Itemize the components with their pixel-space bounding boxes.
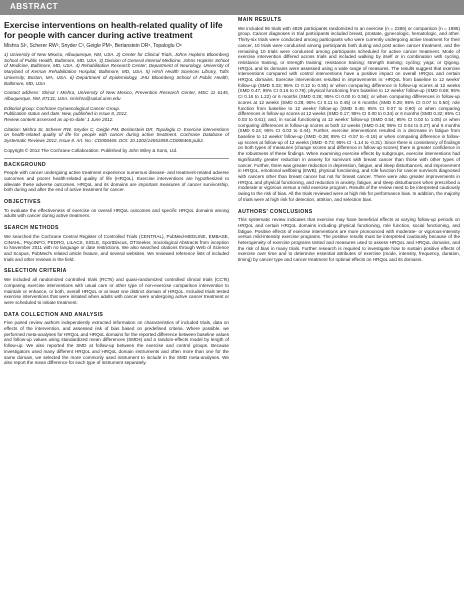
background-heading: BACKGROUND (4, 161, 47, 168)
abstract-header-bar (0, 0, 464, 15)
editorial-info (4, 106, 229, 123)
author-list: Mishra SI¹, Scherer RW², Snyder C³, Geigle PM⁴, Berlanstein DR⁵, Topaloglu O⁶ (4, 43, 182, 49)
search-methods-text: We searched the Cochrane Central Register of Controlled Trials (CENTRAL), PubMed-MEDLINE, EMBASE, CINAHL, PsycINFO, PEDRO, LILACS, SIGLE, SportDiscus, OTSeeker, Sociological Abstracts from inception to November 2011 with no language or date restrictions. We also searched citations through Web of Science and Scopus, PubMed's related article feature, and several websites. We reviewed reference lists of included trials and other reviews in the field. (4, 233, 229, 262)
selection-criteria-text: We included all randomized controlled trials (RCTs) and quasi-randomized controlled clinical trials (CCTs) comparing exercise interventions with usual care or other type of non-exercise comparison intervention to maintain or enhance, or both, overall HRQoL or at least one distinct domain of HRQoL. Included trials tested exercise interventions that were initiated when adults with cancer were undergoing active cancer treatment or were scheduled to initiate treatment. (4, 277, 229, 305)
citation: Citation: Mishra SI, Scherer RW, Snyder C, Geigle PM, Berlanstein DR, Topaloglu O. Exercise interventions on health-related quality of life for people with cancer during active treatment. Cochrane Database of Systematic Reviews 2012, Issue 8. Art. No.: CD008465. DOI: 10.1002/14651858.CD008465.pub2. (4, 126, 229, 144)
contact-address: Contact address: Shiraz I Mishra, University of New Mexico, Prevention Research Center, MSC 11 6145, Albuquerque, NM, 87131, USA. smishra@salud.unm.edu (4, 90, 229, 101)
abstract-label: ABSTRACT (10, 2, 58, 11)
editorial-group: Editorial group: Cochrane Gynaecological Cancer Group. (4, 105, 121, 111)
authors-conclusions-heading: AUTHORS' CONCLUSIONS (238, 208, 313, 215)
search-methods-heading: SEARCH METHODS (4, 225, 59, 232)
publication-status: Publication status and date: New, published in Issue 8, 2012. (4, 111, 128, 117)
background-text: People with cancer undergoing active treatment experience numerous disease- and treatment-related adverse outcomes and poorer health-related quality of life (HRQoL). Exercise interventions are hypothesized to alleviate these adverse outcomes. HRQoL and its domains are important measures of cancer survivorship, both during and after the end of active treatment for cancer. (4, 170, 229, 193)
copyright: Copyright © 2012 The Cochrane Collaboration. Published by John Wiley & Sons, Ltd. (4, 147, 178, 153)
right-column (238, 18, 460, 267)
review-assessed: Review content assessed as up-to-date: 1 June 2012. (4, 117, 114, 123)
objectives-heading: OBJECTIVES (4, 199, 41, 206)
data-collection-heading: DATA COLLECTION AND ANALYSIS (4, 311, 104, 318)
main-results-heading: MAIN RESULTS (238, 17, 282, 23)
objectives-text: To evaluate the effectiveness of exercise on overall HRQoL outcomes and specific HRQoL domains among adults with cancer during active treatment. (4, 207, 229, 219)
affiliations: 1) University of New Mexico, Albuquerque, NM, USA. 2) Center for Clinical Trials, Johns Hopkins Bloomberg School of Public Health, Baltimore, MD, USA. 3) Division of General Internal Medicine, Johns Hopkins School of Medicine, Baltimore, MD, USA. 4) Rehabilitation Research Center; Department of Neurology, University of Maryland of Kernan Rehabilitation Hospital, Baltimore, MD, USA. 5) Hirsh Health Sciences Library, Tufts University, Boston, MA, USA. 6) Department of Epidemiology, JHU Bloomberg School of Public Health, Baltimore, MD, USA (4, 52, 229, 86)
main-results-text: We included 56 trials with 4826 participants randomized to an exercise (n = 2286) or comparison (n = 1985) group. Cancer diagnoses in trial participants included breast, prostate, gynecologic, hematologic, and other. Thirty-six trials were conducted among participants who were currently undergoing active treatment for their cancer, 10 trials were conducted among participants both during and post active cancer treatment, and the remaining 10 trials were conducted among participants scheduled for active cancer treatment. Mode of exercise intervention differed across trials and included walking by itself or in combination with cycling, resistance training, or strength training; resistance training; strength training; cycling; yoga; or Qigong. HRQoL and its domains were assessed using a wide range of measures. The results suggest that exercise interventions compared with control interventions have a positive impact on overall HRQoL and certain HRQoL domains. Exercise interventions resulted in improvements in: HRQoL from baseline to 12 weeks' follow-up (SMD 0.33; 95% CI 0.12 to 0.55) or when comparing difference in follow-up scores at 12 weeks (SMD 0.47; 95% CI 0.16 to 0.79); physical functioning from baseline to 12 weeks' follow-up (SMD 0.69; 95% CI 0.16 to 1.22) or 6 months (SMD 0.28; 95% CI 0.00 to 0.56); or when comparing differences in follow-up scores at 12 weeks (SMD 0.28; 95% CI 0.11 to 0.45) or 6 months (SMD 0.29; 95% CI 0.07 to 0.50); role function from baseline to 12 weeks' follow-up (SMD 0.48; 95% CI 0.07 to 0.90) or when comparing differences in follow-up scores at 12 weeks (SMD 0.17; 95% CI 0.00 to 0.34) or 6 months (SMD 0.32; 95% CI 0.03 to 0.61); and, in social functioning at 12 weeks' follow-up (SMD 0.54; 95% CI 0.03 to 1.05) or when comparing differences in follow-up scores at both 12 weeks (SMD 0.16; 95% CI 0.04 to 0.27) and 6 months (SMD 0.24; 95% CI 0.03 to 0.44). Further, exercise interventions resulted in a decrease in fatigue from baseline to 12 weeks' follow-up (SMD -0.38; 95% CI -0.57 to -0.18) or when comparing difference in follow-up scores at follow-up of 12 weeks (SMD -0.73; 95% CI -1.14 to -0.31). Since there is consistency of findings on both types of measures (change scores and difference in follow-up scores) there is greater confidence in the robustness of these findings. When examining exercise effects by subgroups, exercise interventions had significantly greater reduction in anxiety for survivors with breast cancer than those with other types of cancer. Further, there was greater reduction in depression, fatigue, and sleep disturbances, and improvement in HRQoL, emotional wellbeing (EWB), physical functioning, and role function for cancer survivors diagnosed with cancers other than breast cancer but not for breast cancer. There were also greater improvements in HRQoL and physical functioning, and reduction in anxiety, fatigue, and sleep disturbances when prescribed a moderate or vigorous versus a mild exercise program. Results of the review need to be interpreted cautiously owing to the risk of bias. All the trials reviewed were at high risk for performance bias. In addition, the majority of trials were at high risk for detection, attrition, and selection bias. (238, 25, 460, 202)
selection-criteria-heading: SELECTION CRITERIA (4, 268, 67, 275)
article-title: Exercise interventions on health-related quality of life for people with cancer during active treatment (4, 20, 223, 40)
authors-conclusions-text: This systematic review indicates that exercise may have beneficial effects at varying follow-up periods on HRQoL and certain HRQoL domains including physical functioning, role function, social functioning, and fatigue. Positive effects of exercise interventions are more pronounced with moderate- or vigorous-intensity versus mild-intensity exercise programs. The positive results must be interpreted cautiously because of the heterogeneity of exercise programs tested and measures used to assess HRQoL and HRQoL domains, and the risk of bias in many trials. Further research is required to investigate how to sustain positive effects of exercise over time and to determine essential attributes of exercise (mode, intensity, frequency, duration, timing) by cancer type and cancer treatment for optimal effects on HRQoL and its domains. (238, 217, 460, 263)
data-collection-text: Five paired review authors independently extracted information on characteristics of included trials, data on effects of the intervention, and assessed risk of bias based on predefined criteria. Where possible, we performed meta-analyses for HRQoL and HRQoL domains for the reported difference between baseline values and follow-up values using standardized mean differences (SMDs) and a random-effects model by length of follow-up. We also reported the SMD at follow-up between the exercise and control groups. Because investigators used many different HRQoL and HRQoL domain instruments and often more than one for the same domain, we selected the more commonly used instrument to include in the SMD meta-analyses. We also report the mean difference for each type of instrument separately. (4, 320, 229, 366)
left-column (4, 18, 229, 370)
section-divider (4, 158, 229, 159)
